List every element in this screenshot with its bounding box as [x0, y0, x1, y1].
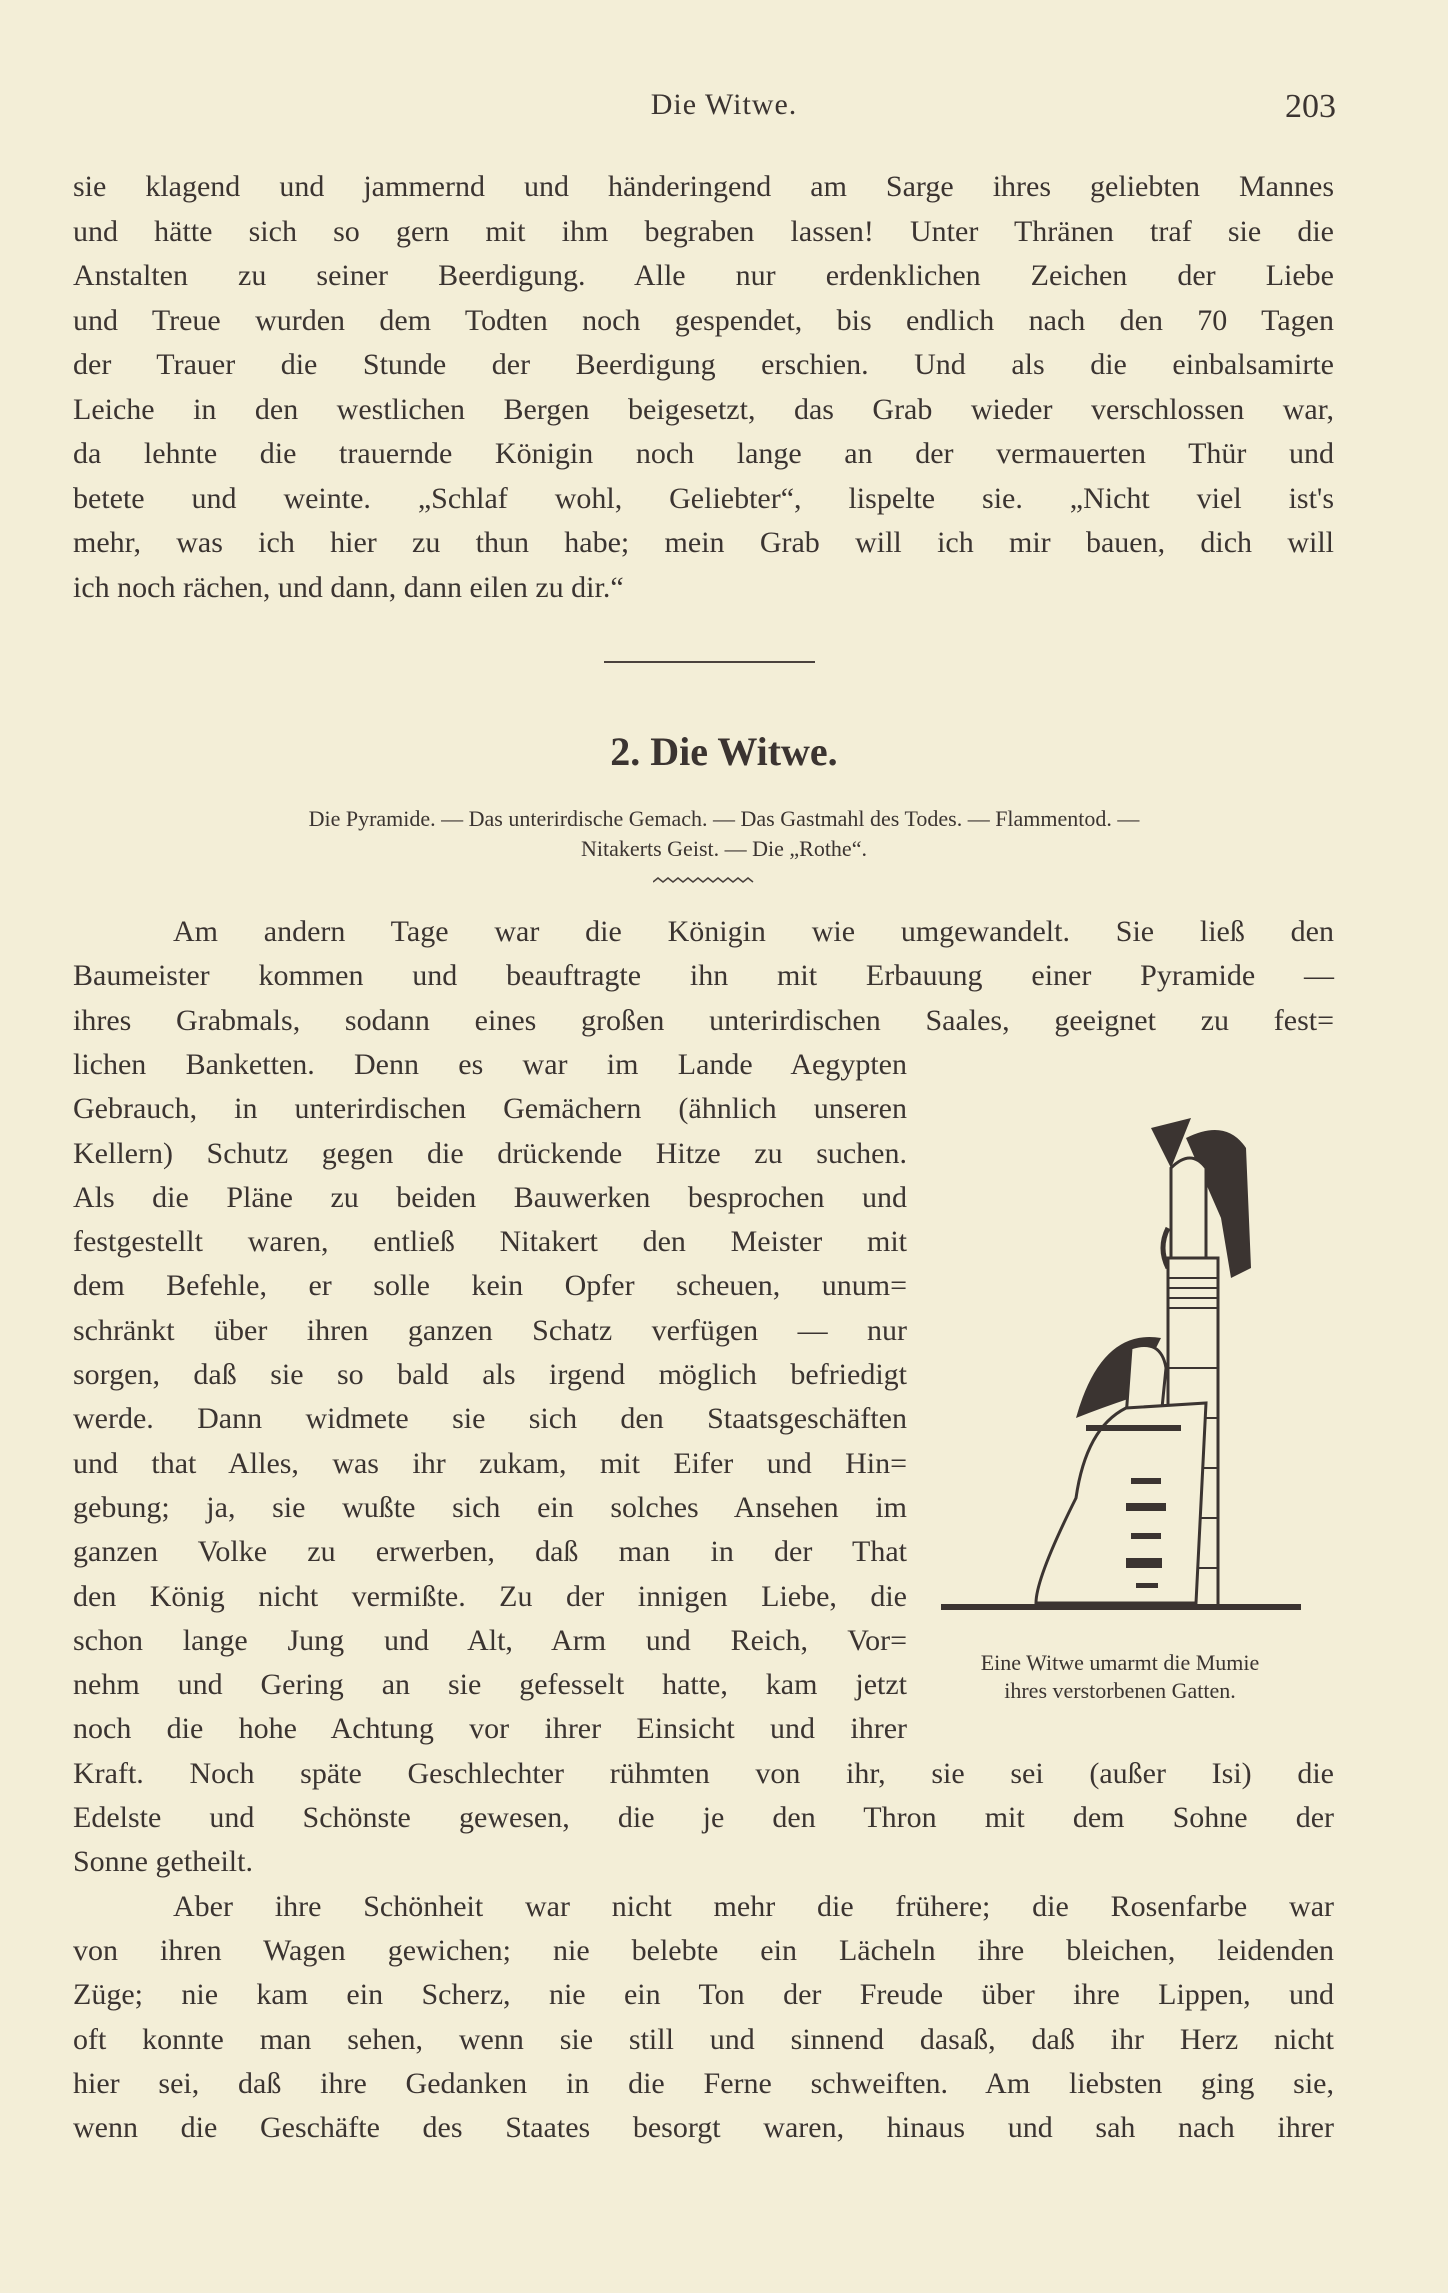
text-line: von ihren Wagen gewichen; nie belebte ein Lächeln ihre bleichen, leidenden: [73, 1933, 1334, 1967]
text-line: Züge; nie kam ein Scherz, nie ein Ton der Freude über ihre Lippen, und: [73, 1978, 1334, 2012]
text-line: nehm und Gering an sie gefesselt hatte, kam jetzt: [73, 1668, 907, 1702]
page-number: 203: [1285, 88, 1336, 125]
chapter-summary-line: Nitakerts Geist. — Die „Rothe“.: [581, 836, 867, 861]
text-line: werde. Dann widmete sie sich den Staatsgeschäften: [73, 1402, 907, 1436]
text-line: Leiche in den westlichen Bergen beigesetzt, das Grab wieder verschlossen war,: [73, 392, 1334, 426]
text-line: wenn die Geschäfte des Staates besorgt waren, hinaus und sah nach ihrer: [73, 2111, 1334, 2145]
running-title: Die Witwe.: [650, 88, 798, 121]
text-line: ich noch rächen, und dann, dann eilen zu dir.“: [73, 570, 624, 604]
chapter-summary-line: Die Pyramide. — Das unterirdische Gemach. — Das Gastmahl des Todes. — Flammentod. —: [308, 806, 1140, 831]
text-line: oft konnte man sehen, wenn sie still und sinnend dasaß, daß ihr Herz nicht: [73, 2022, 1334, 2056]
section-divider: [604, 661, 815, 663]
widow-embracing-mummy-illustration: [936, 1108, 1306, 1638]
text-line: Am andern Tage war die Königin wie umgewandelt. Sie ließ den: [173, 915, 1334, 948]
text-line: ganzen Volke zu erwerben, daß man in der That: [73, 1535, 907, 1569]
text-line: betete und weinte. „Schlaf wohl, Geliebter“, lispelte sie. „Nicht viel ist's: [73, 481, 1334, 515]
text-line: mehr, was ich hier zu thun habe; mein Grab will ich mir bauen, dich will: [73, 526, 1334, 559]
figure-caption-line: ihres verstorbenen Gatten.: [1004, 1678, 1236, 1703]
text-line: und Treue wurden dem Todten noch gespendet, bis endlich nach den 70 Tagen: [73, 303, 1334, 337]
text-line: dem Befehle, er solle kein Opfer scheuen, unum=: [73, 1269, 907, 1303]
text-line: und hätte sich so gern mit ihm begraben lassen! Unter Thränen traf sie die: [73, 214, 1334, 248]
text-line: Gebrauch, in unterirdischen Gemächern (ähnlich unseren: [73, 1092, 907, 1126]
text-line: lichen Banketten. Denn es war im Lande Aegypten: [73, 1047, 907, 1081]
text-line: da lehnte die trauernde Königin noch lange an der vermauerten Thür und: [73, 437, 1334, 470]
text-line: Anstalten zu seiner Beerdigung. Alle nur erdenklichen Zeichen der Liebe: [73, 259, 1334, 292]
text-line: Als die Pläne zu beiden Bauwerken besprochen und: [73, 1180, 907, 1214]
text-line: den König nicht vermißte. Zu der innigen Liebe, die: [73, 1579, 907, 1613]
text-line: festgestellt waren, entließ Nitakert den Meister mit: [73, 1225, 907, 1259]
text-line: sorgen, daß sie so bald als irgend möglich befriedigt: [73, 1358, 907, 1391]
text-line: Sonne getheilt.: [73, 1845, 253, 1879]
text-line: schon lange Jung und Alt, Arm und Reich, Vor=: [73, 1623, 907, 1657]
text-line: Baumeister kommen und beauftragte ihn mit Erbauung einer Pyramide —: [73, 959, 1334, 993]
text-line: Aber ihre Schönheit war nicht mehr die frühere; die Rosenfarbe war: [173, 1889, 1334, 1923]
text-line: Edelste und Schönste gewesen, die je den Thron mit dem Sohne der: [73, 1801, 1334, 1834]
chapter-heading: 2. Die Witwe.: [610, 729, 838, 774]
figure-caption-line: Eine Witwe umarmt die Mumie: [980, 1650, 1260, 1675]
text-line: gebung; ja, sie wußte sich ein solches Ansehen im: [73, 1490, 907, 1524]
text-line: sie klagend und jammernd und händeringend am Sarge ihres geliebten Mannes: [73, 170, 1334, 203]
text-line: Kraft. Noch späte Geschlechter rühmten von ihr, sie sei (außer Isi) die: [73, 1756, 1334, 1790]
text-line: und that Alles, was ihr zukam, mit Eifer und Hin=: [73, 1446, 907, 1480]
text-line: hier sei, daß ihre Gedanken in die Ferne schweiften. Am liebsten ging sie,: [73, 2066, 1334, 2100]
text-line: schränkt über ihren ganzen Schatz verfügen — nur: [73, 1313, 907, 1347]
wavy-ornament: [653, 876, 763, 888]
text-line: noch die hohe Achtung vor ihrer Einsicht und ihrer: [73, 1712, 907, 1746]
text-line: ihres Grabmals, sodann eines großen unterirdischen Saales, geeignet zu fest=: [73, 1003, 1334, 1037]
text-line: der Trauer die Stunde der Beerdigung erschien. Und als die einbalsamirte: [73, 348, 1334, 381]
text-line: Kellern) Schutz gegen die drückende Hitze zu suchen.: [73, 1136, 907, 1170]
